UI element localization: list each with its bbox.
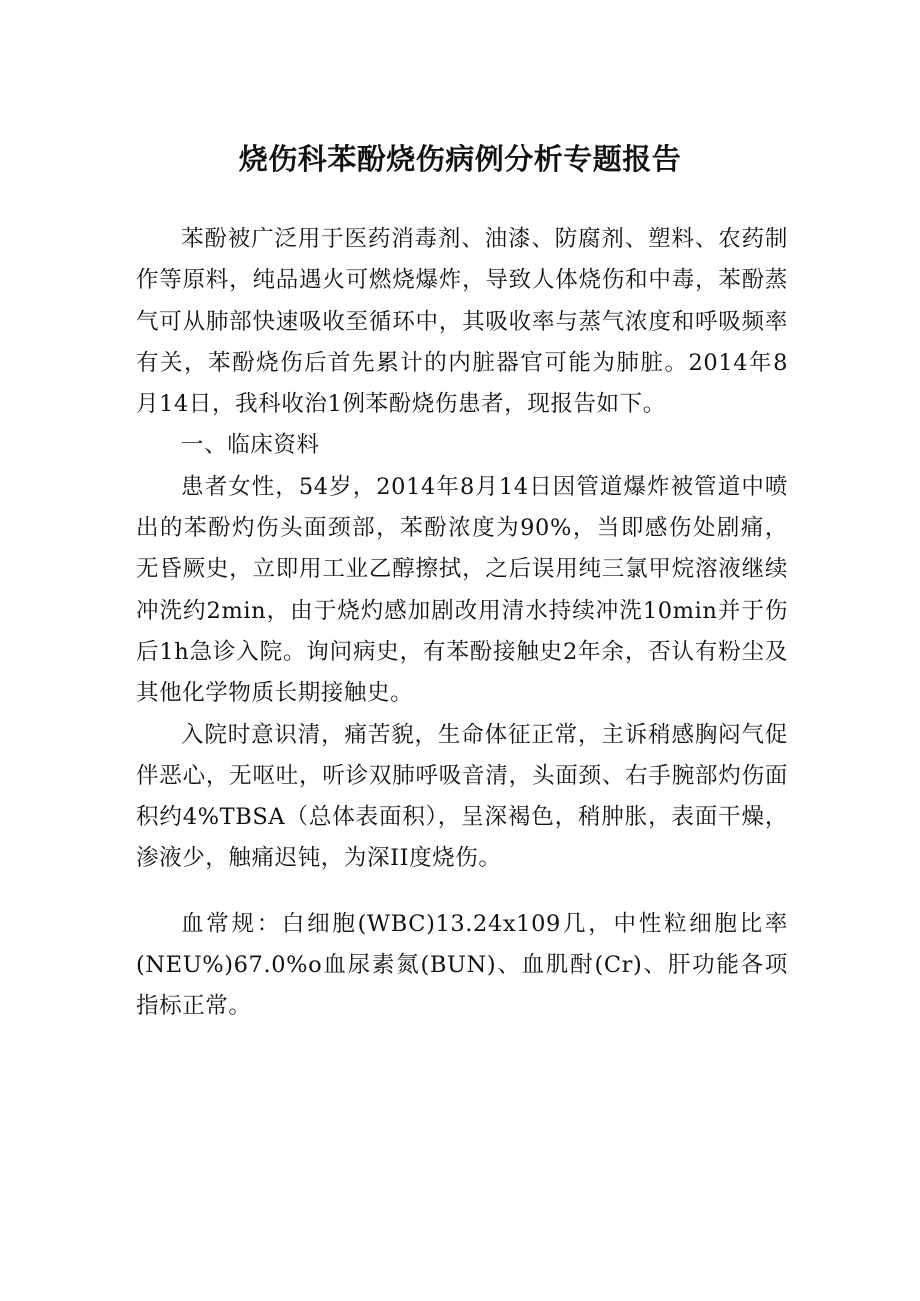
blood-routine-paragraph: 血常规：白细胞(WBC)13.24x109几，中性粒细胞比率(NEU%)67.0%o血尿素氮(BUN)、血肌酎(Cr)、肝功能各项指标正常。 xyxy=(136,910,788,1020)
section-heading-clinical-data: 一、临床资料 xyxy=(181,432,320,459)
intro-paragraph: 苯酚被广泛用于医药消毒剂、油漆、防腐剂、塑料、农药制作等原料，纯品遇火可燃烧爆炸，导致人体烧伤和中毒，苯酚蒸气可从肺部快速吸收至循环中，其吸收率与蒸气浓度和呼吸频率有关，苯酚烧伤后首先累计的内脏器官可能为肺脏。2014年8月14日，我科收治1例苯酚烧伤患者，现报告如下。 xyxy=(136,226,788,418)
paragraph-spacer xyxy=(136,880,788,904)
document-body xyxy=(136,219,788,1028)
case-history-paragraph: 患者女性，54岁，2014年8月14日因管道爆炸被管道中喷出的苯酚灼伤头面颈部，苯酚浓度为90%，当即感伤处剧痛，无昏厥史，立即用工业乙醇擦拭，之后误用纯三氯甲烷溶液继续冲洗约2min，由于烧灼感加剧改用清水持续冲洗10min并于伤后1h急诊入院。询问病史，有苯酚接触史2年余，否认有粉尘及其他化学物质长期接触史。 xyxy=(136,473,788,707)
admission-exam-paragraph: 入院时意识清，痛苦貌，生命体征正常，主诉稍感胸闷气促伴恶心，无呕吐，听诊双肺呼吸音清，头面颈、右手腕部灼伤面积约4%TBSA（总体表面积），呈深褐色，稍肿胀，表面干燥，渗液少，触痛迟钝，为深II度烧伤。 xyxy=(136,721,788,872)
document-title: 烧伤科苯酚烧伤病例分析专题报告 xyxy=(238,142,682,176)
